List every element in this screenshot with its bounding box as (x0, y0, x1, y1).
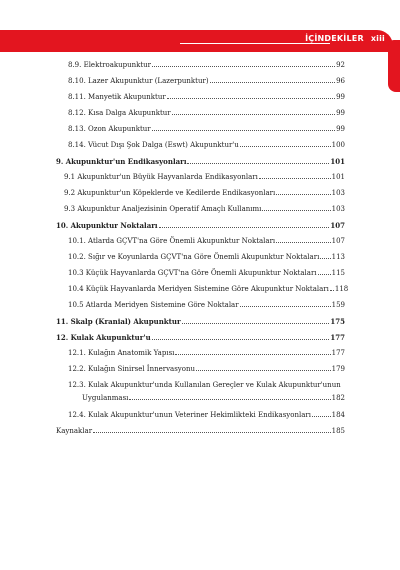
dot-leader (93, 432, 331, 433)
dot-leader (175, 354, 330, 355)
dot-leader (240, 306, 331, 307)
toc-entry[interactable] (64, 187, 345, 200)
dot-leader (172, 114, 335, 115)
toc-entry-page: 107 (331, 237, 345, 245)
toc-entry-title: 12.4. Kulak Akupunktur'unun Veteriner Hekimlikteki Endikasyonları (68, 411, 311, 419)
toc-entry-title: 12.1. Kulağın Anatomik Yapısı (68, 349, 175, 357)
dot-leader (312, 416, 331, 417)
toc-entry[interactable] (68, 107, 345, 120)
toc-entry-title: 10.4 Küçük Hayvanlarda Meridyen Sistemine Göre Akupunktur Noktaları (68, 285, 329, 293)
toc-entry-page: 99 (336, 109, 345, 117)
running-header (305, 34, 385, 43)
dot-leader (240, 146, 331, 147)
toc-entry-page: 92 (336, 61, 345, 69)
toc-entry-title: 8.10. Lazer Akupunktur (Lazerpunktur) (68, 77, 209, 85)
toc-chapter-title: Kaynaklar (56, 427, 93, 435)
toc-entry-page: 177 (331, 349, 345, 357)
toc-entry-title: 10.2. Sığır ve Koyunlarda GÇVT'na Göre Önemli Akupunktur Noktaları (68, 253, 320, 261)
dot-leader (196, 370, 331, 371)
toc-entry[interactable] (64, 203, 345, 216)
toc-entry-page: 115 (331, 269, 345, 277)
toc-chapter[interactable] (56, 425, 345, 438)
toc-entry[interactable] (68, 267, 345, 280)
dot-leader (152, 130, 335, 131)
toc-entry[interactable] (64, 171, 345, 184)
toc-entry-title: 12.3. Kulak Akupunktur'unda Kullanılan Gereçler ve Kulak Akupunktur'unun (68, 381, 341, 389)
toc-chapter-page: 175 (330, 317, 345, 326)
toc-entry-page: 103 (331, 189, 345, 197)
dot-leader (159, 227, 330, 228)
toc-entry[interactable] (68, 235, 345, 248)
toc-entry[interactable] (68, 409, 345, 422)
chapter-tab (388, 40, 400, 92)
dot-leader (262, 210, 330, 211)
toc-chapter-title: 10. Akupunktur Noktaları (56, 221, 158, 230)
toc-entry[interactable] (68, 139, 345, 152)
dot-leader (152, 339, 330, 340)
section-title: İÇİNDEKİLER (305, 34, 364, 43)
toc-entry-title: 8.12. Kısa Dalga Akupunktur (68, 109, 171, 117)
toc-entry-page: 101 (331, 173, 345, 181)
toc-chapter-title: 9. Akupunktur'un Endikasyonları (56, 157, 187, 166)
toc-entry-page: 113 (331, 253, 345, 261)
toc-entry[interactable] (68, 75, 345, 88)
dot-leader (276, 194, 330, 195)
toc-entry-title: 10.1. Atlarda GÇVT'na Göre Önemli Akupunktur Noktaları (68, 237, 276, 245)
toc-chapter-title: 11. Skalp (Kranial) Akupunktur (56, 317, 181, 326)
toc-entry-title: 12.2. Kulağın Sinirsel İnnervasyonu (68, 365, 195, 373)
toc-entry-page: 99 (336, 93, 345, 101)
toc-entry-page: 103 (331, 205, 345, 213)
toc-entry-title: 8.11. Manyetik Akupunktur (68, 93, 166, 101)
toc-entry-title: 8.13. Ozon Akupunktur (68, 125, 151, 133)
toc-entry-page: 118 (334, 285, 349, 293)
toc-entry[interactable] (68, 251, 345, 264)
toc-entry[interactable] (68, 59, 345, 72)
toc-entry[interactable] (68, 347, 345, 360)
toc-entry-page: 179 (331, 365, 345, 373)
dot-leader (259, 178, 331, 179)
toc-chapter[interactable] (56, 155, 345, 168)
toc-chapter-page: 101 (330, 157, 345, 166)
toc-chapter-title: 12. Kulak Akupunktur'u (56, 333, 151, 342)
toc-entry-page: 100 (331, 141, 345, 149)
toc-entry-title: 9.3 Akupunktur Analjezisinin Operatif Amaçlı Kullanımı (64, 205, 262, 213)
toc-chapter[interactable] (56, 315, 345, 328)
toc-chapter[interactable] (56, 219, 345, 232)
toc-entry[interactable] (68, 91, 345, 104)
toc-entry-page: 159 (331, 301, 345, 309)
header-band (0, 30, 393, 52)
toc-chapter-page: 107 (330, 221, 345, 230)
toc-entry-title: 9.2 Akupunktur'un Köpeklerde ve Kedilerde Endikasyonları (64, 189, 276, 197)
page-number: xiii (370, 34, 385, 43)
dot-leader (167, 98, 335, 99)
dot-leader (129, 399, 330, 400)
toc-entry[interactable] (68, 379, 345, 405)
toc-entry-title: 8.9. Elektroakupunktur (68, 61, 152, 69)
dot-leader (330, 290, 334, 291)
toc-chapter-page: 185 (331, 427, 345, 435)
toc-entry[interactable] (68, 283, 349, 296)
toc-entry-title: 8.14. Vücut Dışı Şok Dalga (Eswt) Akupunktur'u (68, 141, 239, 149)
dot-leader (187, 163, 329, 164)
toc-chapter[interactable] (56, 331, 345, 344)
dot-leader (182, 323, 330, 324)
dot-leader (318, 274, 331, 275)
toc-entry-page: 99 (336, 125, 345, 133)
toc-entry-title: 9.1 Akupunktur'un Büyük Hayvanlarda Endikasyonları (64, 173, 258, 181)
toc-entry-title: 10.3 Küçük Hayvanlarda GÇVT'na Göre Önemli Akupunktur Noktaları (68, 269, 317, 277)
dot-leader (276, 242, 330, 243)
dot-leader (152, 66, 335, 67)
toc-entry-page: 96 (336, 77, 345, 85)
header-rule (180, 43, 330, 44)
toc-chapter-page: 177 (330, 333, 345, 342)
toc-entry-title: 10.5 Atlarda Meridyen Sistemine Göre Noktalar (68, 301, 239, 309)
dot-leader (320, 258, 330, 259)
toc-entry-page: 184 (331, 411, 345, 419)
toc-entry[interactable] (68, 299, 345, 312)
toc-entry[interactable] (68, 123, 345, 136)
dot-leader (210, 82, 336, 83)
toc-entry[interactable] (68, 363, 345, 376)
toc-entry-title-continuation: Uygulanması (82, 394, 129, 402)
toc-entry-page: 182 (331, 394, 345, 402)
